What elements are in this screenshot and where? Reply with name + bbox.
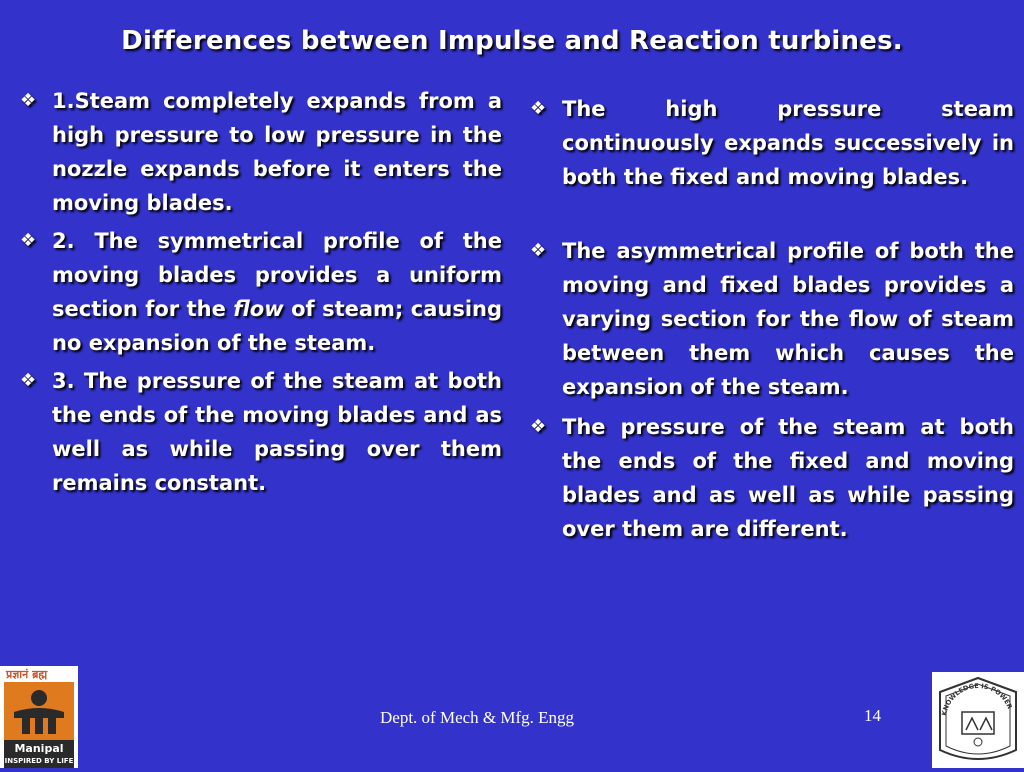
seal-outline-icon [940,678,1016,759]
reaction-point-2-text: The asymmetrical profile of both the moving and fixed blades provides a varying section for the flow of steam between them which causes the expansion of the steam. [562,239,1014,399]
logo-figure-head-icon [31,690,47,706]
impulse-point-1-text: 1.Steam completely expands from a high pressure to low pressure in the nozzle expands before it enters the moving blades. [52,89,502,215]
manipal-logo [0,666,78,768]
diamond-bullet-icon: ❖ [530,416,547,437]
reaction-point-2 [528,234,1014,404]
impulse-column [18,84,502,504]
diamond-bullet-icon: ❖ [20,370,37,391]
impulse-point-2-text-after: of steam; causing no expansion of the steam. [52,297,503,355]
slide-title: Differences between Impulse and Reaction turbines. [121,26,903,56]
logo-tagline: INSPIRED BY LIFE [4,757,74,765]
diamond-bullet-icon: ❖ [530,98,547,119]
footer-department: Dept. of Mech & Mfg. Engg [380,708,575,727]
impulse-point-3 [18,364,502,500]
impulse-point-2 [18,224,502,360]
seal-motto: KNOWLEDGE IS POWER [940,681,1014,717]
diamond-bullet-icon: ❖ [20,90,37,111]
impulse-point-1 [18,84,502,220]
impulse-point-2-italic: flow [233,297,284,321]
impulse-point-3-text: 3. The pressure of the steam at both the ends of the moving blades and as well as while passing over them remains constant. [52,369,502,495]
impulse-point-2-text-before: 2. The symmetrical profile of the moving blades provides a uniform section for the [52,229,502,321]
reaction-point-3-text: The pressure of the steam at both the ends of the fixed and moving blades and as well as while passing over them are different. [562,415,1014,541]
page-number: 14 [864,706,881,725]
diamond-bullet-icon: ❖ [20,230,37,251]
reaction-point-1-text: The high pressure steam continuously expands successively in both the fixed and moving blades. [562,97,1014,189]
institute-seal-logo [932,672,1024,768]
reaction-column [528,92,1014,546]
logo-top-text: प्रज्ञानं ब्रह्म [6,668,48,681]
reaction-point-3 [528,410,1014,546]
logo-name: Manipal [14,742,64,755]
diamond-bullet-icon: ❖ [530,240,547,261]
reaction-point-1 [528,92,1014,194]
